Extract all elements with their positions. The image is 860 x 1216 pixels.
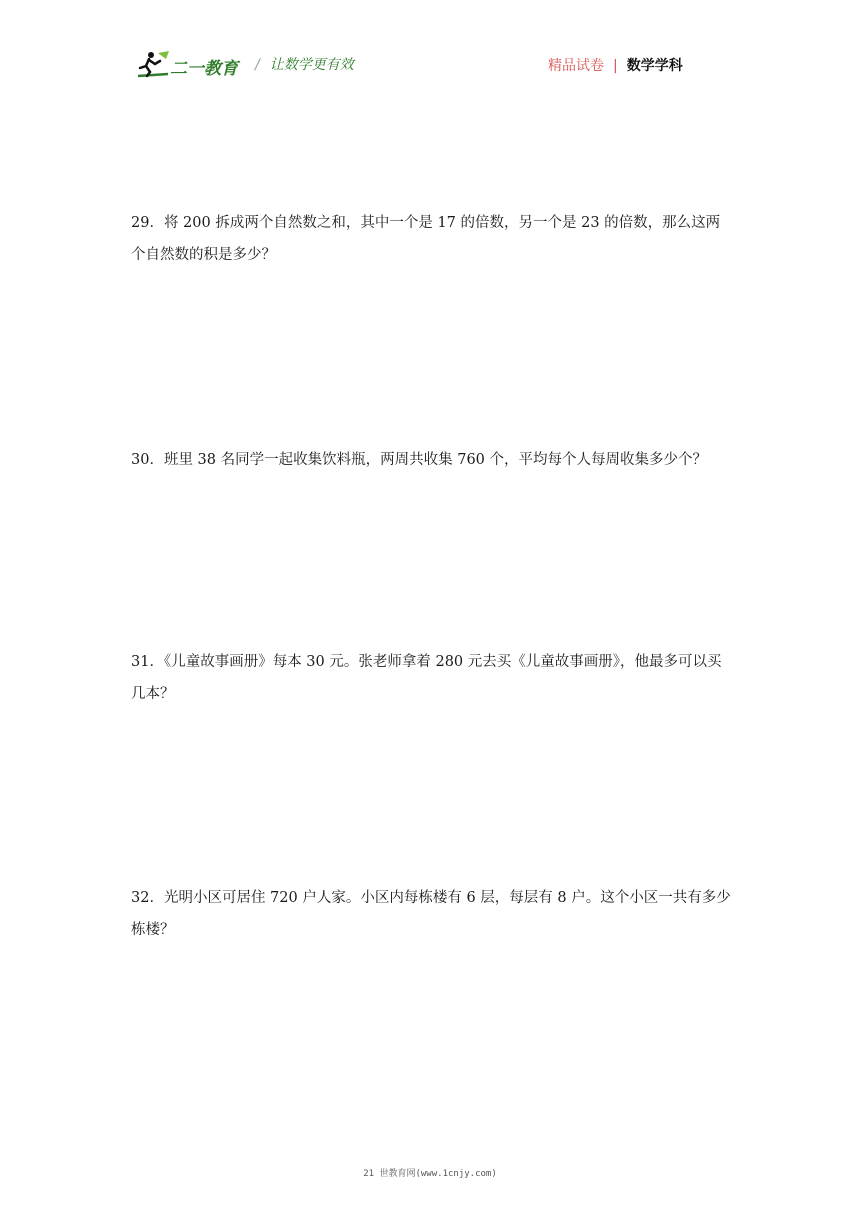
- runner-icon: [136, 50, 170, 80]
- brand-name: 二一教育: [170, 59, 238, 79]
- question-31: [131, 646, 731, 710]
- header-right: [548, 55, 683, 75]
- page-header: [0, 0, 860, 100]
- paper-tag: 精品试卷: [548, 58, 604, 74]
- question-number: 32．: [131, 890, 164, 906]
- question-number: 30．: [131, 452, 164, 468]
- brand-logo: [136, 50, 246, 80]
- slogan: [255, 54, 354, 74]
- question-text: 将 200 拆成两个自然数之和，其中一个是 17 的倍数，另一个是 23 的倍数，那么这两个自然数的积是多少？: [131, 215, 721, 263]
- question-number: 31．: [131, 654, 164, 670]
- question-text: 班里 38 名同学一起收集饮料瓶，两周共收集 760 个，平均每个人每周收集多少个？: [163, 452, 708, 468]
- question-32: [131, 882, 731, 946]
- slogan-text: 让数学更有效: [269, 57, 354, 73]
- page-footer: 21 世教育网(www.1cnjy.com): [363, 1169, 497, 1179]
- question-text: 《儿童故事画册》每本 30 元。张老师拿着 280 元去买《儿童故事画册》，他最多可以买几本？: [131, 654, 722, 702]
- question-text: 光明小区可居住 720 户人家。小区内每栋楼有 6 层，每层有 8 户。这个小区一共有多少栋楼？: [131, 890, 731, 938]
- slogan-slash: /: [255, 57, 260, 73]
- question-number: 29．: [131, 215, 164, 231]
- question-30: [131, 444, 731, 476]
- question-29: [131, 207, 731, 271]
- header-separator: |: [613, 58, 618, 74]
- subject-label: 数学学科: [626, 58, 683, 74]
